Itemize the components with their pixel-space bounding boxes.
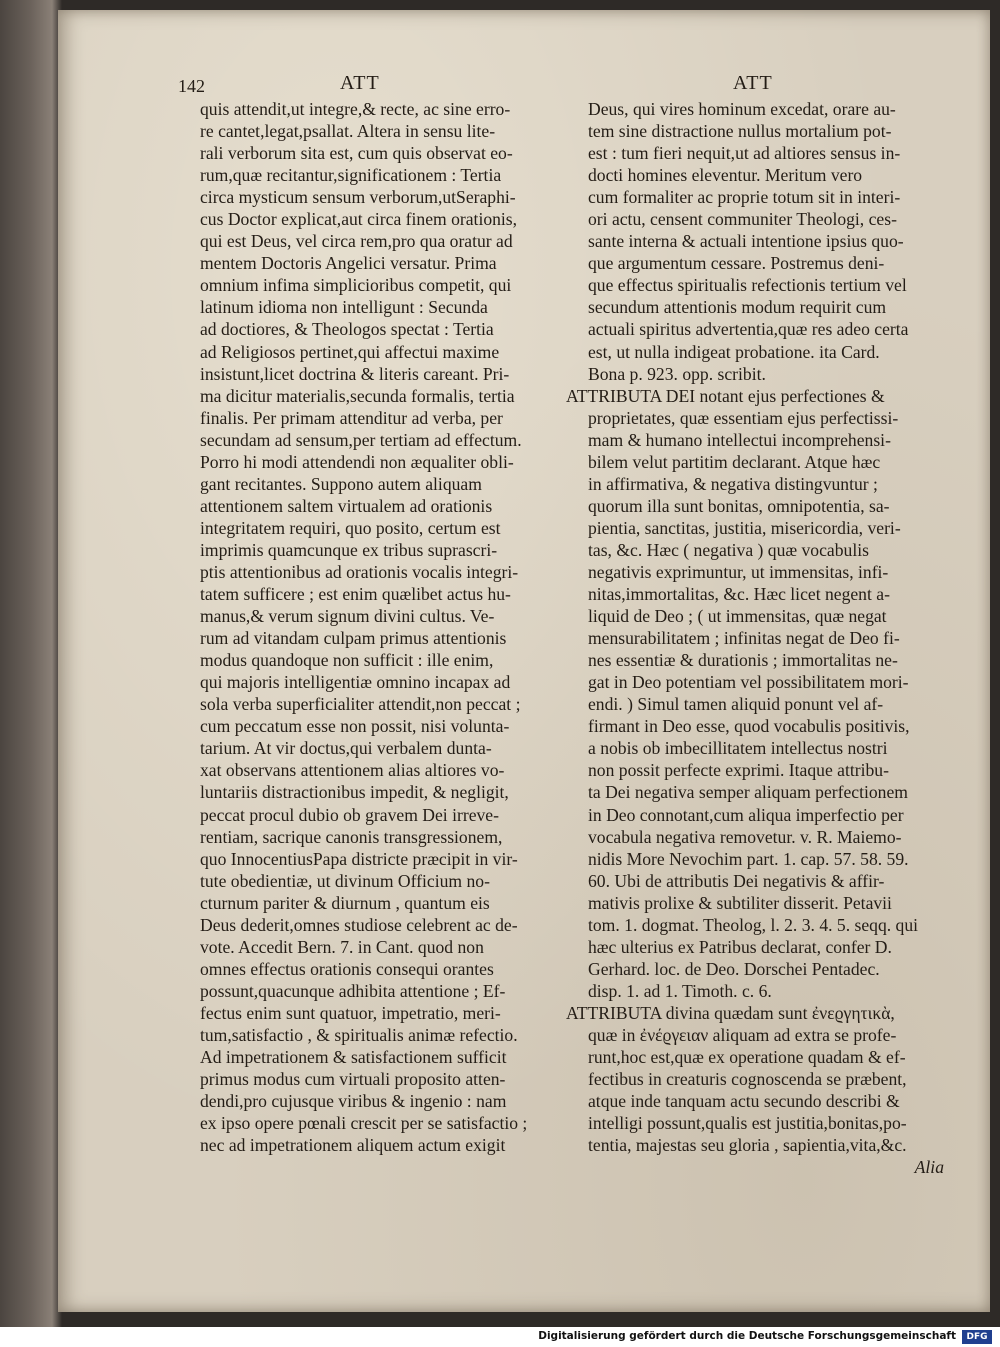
- text-line: tatem sufficere ; est enim quælibet actus hu-: [200, 584, 511, 605]
- text-line: firmant in Deo esse, quod vocabulis positivis,: [588, 716, 910, 737]
- text-line: ori actu, censent communiter Theologi, ces-: [588, 209, 897, 230]
- text-line: manus,& verum signum divini cultus. Ve-: [200, 606, 495, 627]
- text-line: ex ipso opere pœnali crescit per se satisfactio ;: [200, 1113, 528, 1134]
- text-line: attentionem saltem virtualem ad orationis: [200, 495, 493, 516]
- text-line: ATTRIBUTA DEI notant ejus perfectiones &: [566, 385, 885, 406]
- text-line: luntariis distractionibus impedit, & negligit,: [200, 782, 509, 803]
- text-line: modus quandoque non sufficit : ille enim,: [200, 650, 494, 671]
- text-line: mensurabilitatem ; infinitas negat de Deo fi-: [588, 628, 900, 649]
- text-line: negativis exprimuntur, ut immensitas, infi-: [588, 561, 889, 582]
- text-line: quorum illa sunt bonitas, omnipotentia, sa-: [588, 495, 890, 516]
- text-line: atque inde tanquam actu secundo describi &: [588, 1091, 900, 1112]
- text-line: gat in Deo potentiam vel possibilitatem mori-: [588, 672, 909, 693]
- text-line: mativis prolixe & subtiliter disserit. Petavii: [588, 892, 892, 913]
- text-line: quis attendit,ut integre,& recte, ac sine erro-: [200, 99, 511, 119]
- text-line: endi. ) Simul tamen aliquid ponunt vel af-: [588, 694, 884, 715]
- text-line: nidis More Nevochim part. 1. cap. 57. 58. 59.: [588, 848, 909, 869]
- text-line: vote. Accedit Bern. 7. in Cant. quod non: [200, 936, 484, 957]
- text-line: tem sine distractione nullus mortalium pot-: [588, 121, 892, 142]
- right-text-column: [566, 98, 946, 1178]
- text-line: actuali spiritus advertentia,quæ res adeo certa: [588, 319, 909, 340]
- text-line: ta Dei negativa semper aliquam perfectionem: [588, 782, 908, 803]
- text-line: sola verba superficialiter attendit,non peccat ;: [200, 694, 521, 715]
- text-line: nes essentiæ & durationis ; immortalitas ne-: [588, 650, 898, 671]
- footer-credit: Digitalisierung gefördert durch die Deutsche Forschungsgemeinschaft: [538, 1330, 956, 1342]
- text-line: Ad impetrationem & satisfactionem sufficit: [200, 1047, 507, 1068]
- text-line: mentem Doctoris Angelici versatur. Prima: [200, 253, 497, 274]
- text-line: que effectus spiritualis refectionis tertium vel: [588, 275, 907, 296]
- text-line: omnes effectus orationis consequi orantes: [200, 958, 494, 979]
- text-line: quæ in ἐνέϱγειαν aliquam ad extra se profe-: [588, 1024, 897, 1045]
- text-line: omnium infima simplicioribus competit, qui: [200, 275, 512, 296]
- text-line: rali verborum sita est, cum quis observat eo-: [200, 143, 513, 164]
- text-line: gant recitantes. Suppono autem aliquam: [200, 473, 482, 494]
- text-line: imprimis quamcunque ex tribus suprascri-: [200, 539, 498, 560]
- text-line: cum formaliter ac proprie totum sit in interi-: [588, 187, 901, 208]
- text-line: ad doctiores, & Theologos spectat : Tertia: [200, 319, 494, 340]
- left-text-column: [176, 98, 550, 1156]
- digitization-footer: [0, 1327, 1000, 1347]
- text-line: Deus dederit,omnes studiose celebrent ac de-: [200, 914, 518, 935]
- text-line: qui majoris intelligentiæ omnino incapax ad: [200, 672, 511, 693]
- text-line: latinum idioma non intelligunt : Secunda: [200, 297, 488, 318]
- text-line: hæc ulterius ex Patribus declarat, confer D.: [588, 936, 892, 957]
- text-line: 60. Ubi de attributis Dei negativis & affir-: [588, 870, 885, 891]
- text-line: secundam ad sensum,per tertiam ad effectum.: [200, 429, 522, 450]
- text-line: a nobis ob imbecillitatem intellectus nostri: [588, 738, 888, 759]
- text-line: Bona p. 923. opp. scribit.: [588, 363, 766, 384]
- text-line: rum,quæ recitantur,significationem : Tertia: [200, 165, 502, 186]
- running-head-left: ATT: [340, 72, 380, 94]
- page-number: 142: [178, 76, 205, 96]
- text-line: Porro hi modi attendendi non æqualiter obli-: [200, 451, 514, 472]
- text-line: intelligi possunt,qualis est justitia,bonitas,po-: [588, 1113, 907, 1134]
- text-line: est : tum fieri nequit,ut ad altiores sensus in-: [588, 143, 901, 164]
- text-line: proprietates, quæ essentiam ejus perfectissi-: [588, 407, 899, 428]
- text-line: fectus enim sunt quatuor, impetratio, meri-: [200, 1002, 501, 1023]
- text-line: ATTRIBUTA divina quædam sunt ἐνεϱγητικὰ,: [566, 1002, 895, 1023]
- text-line: ptis attentionibus ad orationis vocalis integri-: [200, 561, 519, 582]
- text-line: runt,hoc est,quæ ex operatione quadam & ef-: [588, 1047, 906, 1068]
- text-line: finalis. Per primam attenditur ad verba, per: [200, 407, 503, 428]
- text-line: docti homines eleventur. Meritum vero: [588, 165, 863, 186]
- text-line: cum peccatum esse non possit, nisi volunta-: [200, 716, 510, 737]
- text-line: peccat procul dubio ob gravem Dei irreve-: [200, 804, 499, 825]
- text-line: cus Doctor explicat,aut circa finem orationis,: [200, 209, 518, 230]
- text-line: tom. 1. dogmat. Theolog, l. 2. 3. 4. 5. seqq. qui: [588, 914, 919, 935]
- text-line: rum ad vitandam culpam primus attentionis: [200, 628, 507, 649]
- running-head-right: ATT: [733, 72, 773, 94]
- text-line: nec ad impetrationem aliquem actum exigit: [200, 1135, 506, 1156]
- text-line: non possit perfecte exprimi. Itaque attribu-: [588, 760, 889, 781]
- text-line: xat observans attentionem alias altiores vo-: [200, 760, 505, 781]
- text-line: circa mysticum sensum verborum,utSeraphi-: [200, 187, 516, 208]
- text-line: re cantet,legat,psallat. Altera in sensu lite-: [200, 121, 496, 142]
- text-line: primus modus cum virtuali proposito atten-: [200, 1069, 506, 1090]
- text-line: in Deo connotant,cum aliqua imperfectio per: [588, 804, 904, 825]
- text-line: est, ut nulla indigeat probatione. ita Card.: [588, 341, 880, 362]
- dfg-logo-icon: DFG: [962, 1330, 992, 1344]
- text-line: secundum attentionis modum requirit cum: [588, 297, 887, 318]
- text-line: Alia: [914, 1157, 944, 1178]
- text-line: quo InnocentiusPapa districte præcipit in vir-: [200, 848, 518, 869]
- text-line: integritatem requiri, quo posito, certum est: [200, 517, 501, 538]
- text-line: rentiam, sacrique canonis transgressionem,: [200, 826, 503, 847]
- text-line: Gerhard. loc. de Deo. Dorschei Pentadec.: [588, 958, 880, 979]
- text-line: fectibus in creaturis cognoscenda se præbent,: [588, 1069, 907, 1090]
- text-line: tas, &c. Hæc ( negativa ) quæ vocabulis: [588, 539, 869, 560]
- text-line: in affirmativa, & negativa distingvuntur ;: [588, 473, 878, 494]
- text-line: pientia, sanctitas, justitia, misericordia, veri-: [588, 517, 901, 538]
- text-line: tentia, majestas seu gloria , sapientia,vita,&c.: [588, 1135, 907, 1156]
- text-line: tarium. At vir doctus,qui verbalem dunta-: [200, 738, 492, 759]
- text-line: vocabula negativa removetur. v. R. Maiemo-: [588, 826, 902, 847]
- text-line: dendi,pro cujusque viribus & ingenio : nam: [200, 1091, 507, 1112]
- text-line: que argumentum cessare. Postremus deni-: [588, 253, 885, 274]
- text-line: insistunt,licet doctrina & literis careant. Pri-: [200, 363, 510, 384]
- text-line: mam & humano intellectui incomprehensi-: [588, 429, 891, 450]
- text-line: liquid de Deo ; ( ut immensitas, quæ negat: [588, 606, 887, 627]
- text-line: sante interna & actuali intentione ipsius quo-: [588, 231, 904, 252]
- text-line: disp. 1. ad 1. Timoth. c. 6.: [588, 980, 772, 1001]
- text-line: tute obedientiæ, ut divinum Officium no-: [200, 870, 490, 891]
- text-line: tum,satisfactio , & spiritualis animæ refectio.: [200, 1024, 518, 1045]
- text-line: ad Religiosos pertinet,qui affectui maxime: [200, 341, 500, 362]
- text-line: bilem velut partitim declarant. Atque hæc: [588, 451, 881, 472]
- text-line: nitas,immortalitas, &c. Hæc licet negent a-: [588, 584, 890, 605]
- text-line: cturnum pariter & diurnum , quantum eis: [200, 892, 490, 913]
- text-line: ma dicitur materialis,secunda formalis, tertia: [200, 385, 515, 406]
- text-line: possunt,quacunque adhibita attentione ; Ef-: [200, 980, 506, 1001]
- text-line: qui est Deus, vel circa rem,pro qua oratur ad: [200, 231, 513, 252]
- text-line: Deus, qui vires hominum excedat, orare au-: [588, 99, 896, 119]
